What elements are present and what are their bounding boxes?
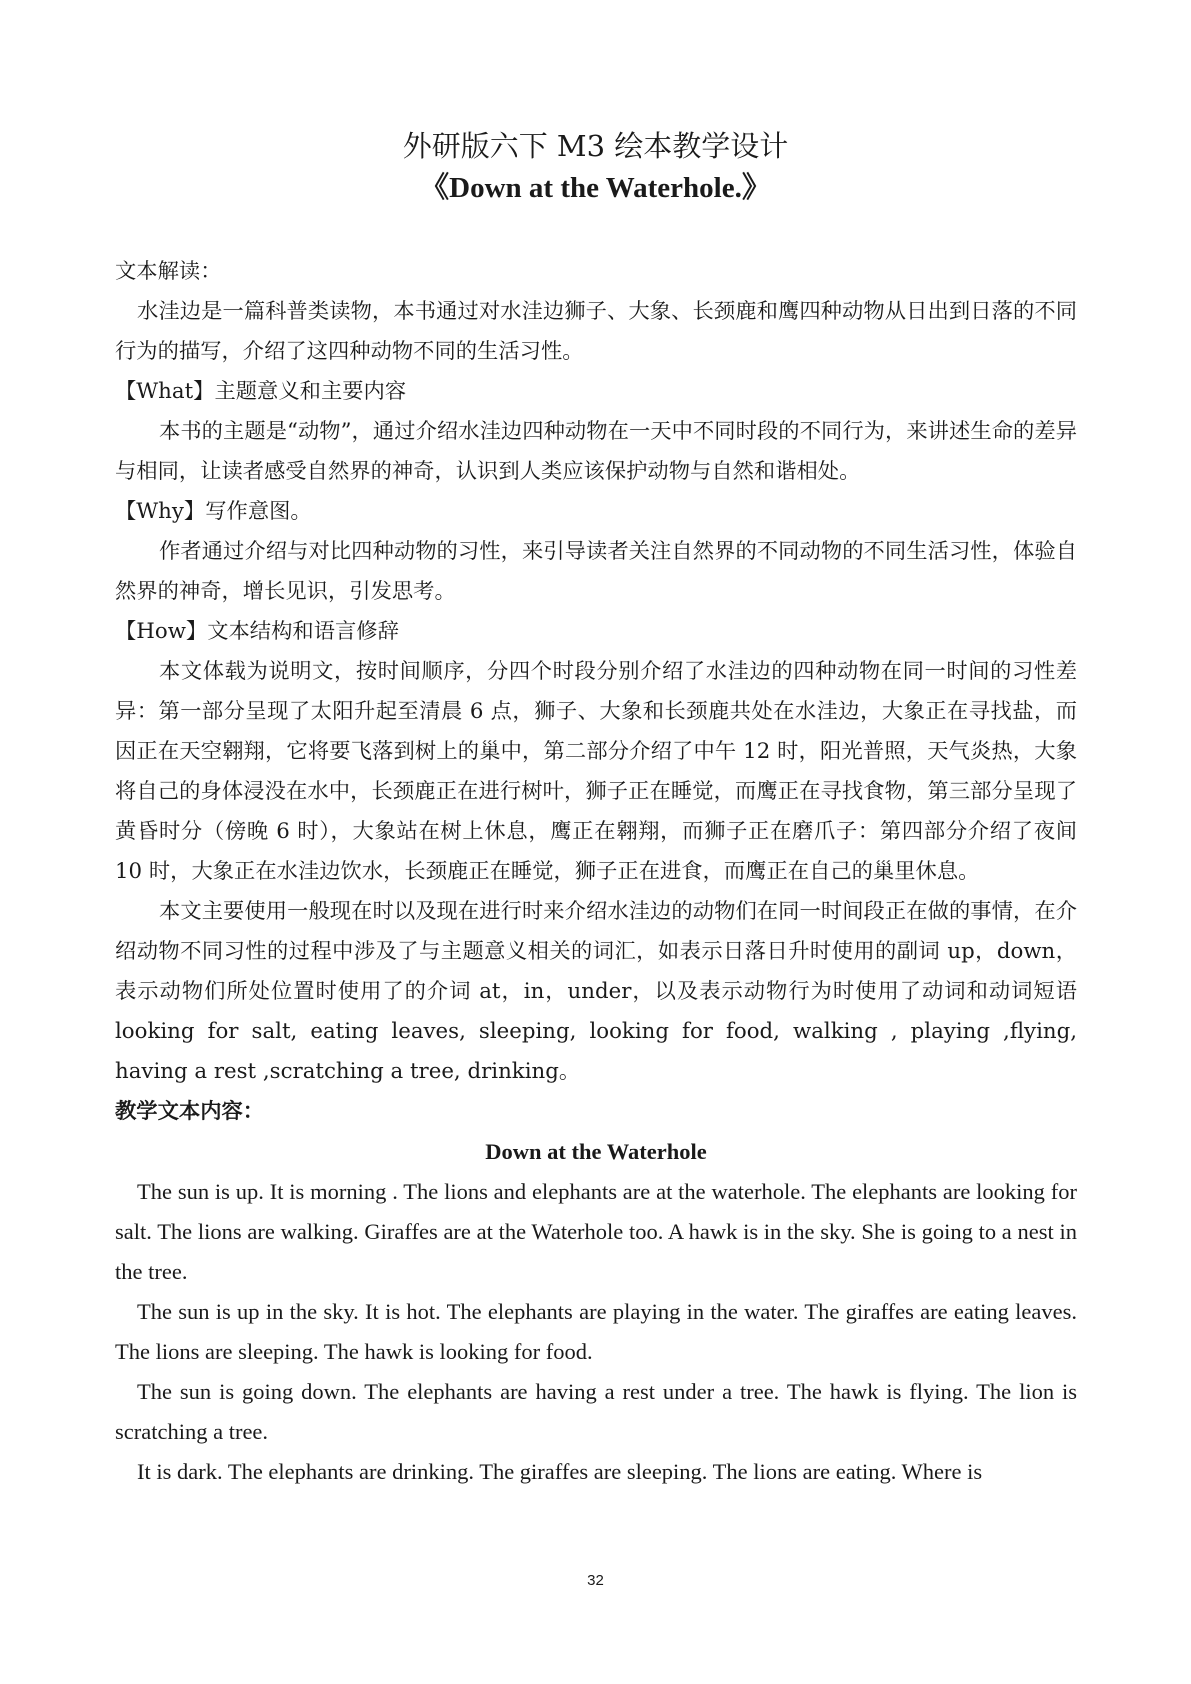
story-title: Down at the Waterhole bbox=[485, 1139, 707, 1164]
how-paragraph-1: 本文体载为说明文，按时间顺序，分四个时段分别介绍了水洼边的四种动物在同一时间的习性差异：第一部分呈现了太阳升起至清晨 6 点，狮子、大象和长颈鹿共处在水洼边，大象正在寻找盐，而因正在天空翱翔，它将要飞落到树上的巢中，第二部分介绍了中午 12 时，阳光普照，天气炎热，大象将自己的身体浸没在水中，长颈鹿正在进行树叶，狮子正在睡觉，而鹰正在寻找食物，第三部分呈现了黄昏时分（傍晚 6 时），大象站在树上休息，鹰正在翱翔，而狮子正在磨爪子：第四部分介绍了夜间 10 时，大象正在水洼边饮水，长颈鹿正在睡觉，狮子正在进食，而鹰正在自己的巢里休息。 bbox=[115, 659, 1077, 884]
why-paragraph: 作者通过介绍与对比四种动物的习性，来引导读者关注自然界的不同动物的不同生活习性，体验自然界的神奇，增长见识，引发思考。 bbox=[115, 539, 1077, 604]
text-reading-paragraph: 水洼边是一篇科普类读物，本书通过对水洼边狮子、大象、长颈鹿和鹰四种动物从日出到日落的不同行为的描写，介绍了这四种动物不同的生活习性。 bbox=[115, 299, 1077, 364]
story-paragraph-1: The sun is up. It is morning . The lions and elephants are at the waterhole. The elephants are looking for salt. The lions are walking. Giraffes are at the Waterhole too. A hawk is in the sky. She is going to a nest in the tree. bbox=[115, 1179, 1077, 1284]
how-paragraph-2: 本文主要使用一般现在时以及现在进行时来介绍水洼边的动物们在同一时间段正在做的事情，在介绍动物不同习性的过程中涉及了与主题意义相关的词汇，如表示日落日升时使用的副词 up，down，表示动物们所处位置时使用了的介词 at，in，under，以及表示动物行为时使用了动词和动词短语 looking for salt, eating leaves, sleeping, looking for food, walking , playing ,flying, having a rest ,scratching a tree, drinking。 bbox=[115, 899, 1077, 1084]
what-heading: 【What】主题意义和主要内容 bbox=[115, 379, 407, 404]
story-paragraph-2: The sun is up in the sky. It is hot. The elephants are playing in the water. The giraffes are eating leaves. The lions are sleeping. The hawk is looking for food. bbox=[115, 1299, 1077, 1364]
document-body bbox=[115, 252, 1077, 1492]
story-paragraph-4: It is dark. The elephants are drinking. The giraffes are sleeping. The lions are eating. Where is bbox=[137, 1459, 983, 1484]
page-number: 32 bbox=[587, 1572, 604, 1589]
text-reading-heading: 文本解读： bbox=[115, 259, 222, 284]
page-title: 外研版六下 M3 绘本教学设计 bbox=[402, 129, 789, 163]
how-heading: 【How】文本结构和语言修辞 bbox=[115, 619, 399, 644]
story-paragraph-3: The sun is going down. The elephants are having a rest under a tree. The hawk is flying. The lion is scratching a tree. bbox=[115, 1379, 1077, 1444]
page-subtitle: 《Down at the Waterhole.》 bbox=[420, 172, 771, 204]
why-heading: 【Why】写作意图。 bbox=[115, 499, 312, 524]
what-paragraph: 本书的主题是“动物”，通过介绍水洼边四种动物在一天中不同时段的不同行为，来讲述生命的差异与相同，让读者感受自然界的神奇，认识到人类应该保护动物与自然和谐相处。 bbox=[115, 419, 1077, 484]
content-heading: 教学文本内容： bbox=[115, 1099, 265, 1124]
